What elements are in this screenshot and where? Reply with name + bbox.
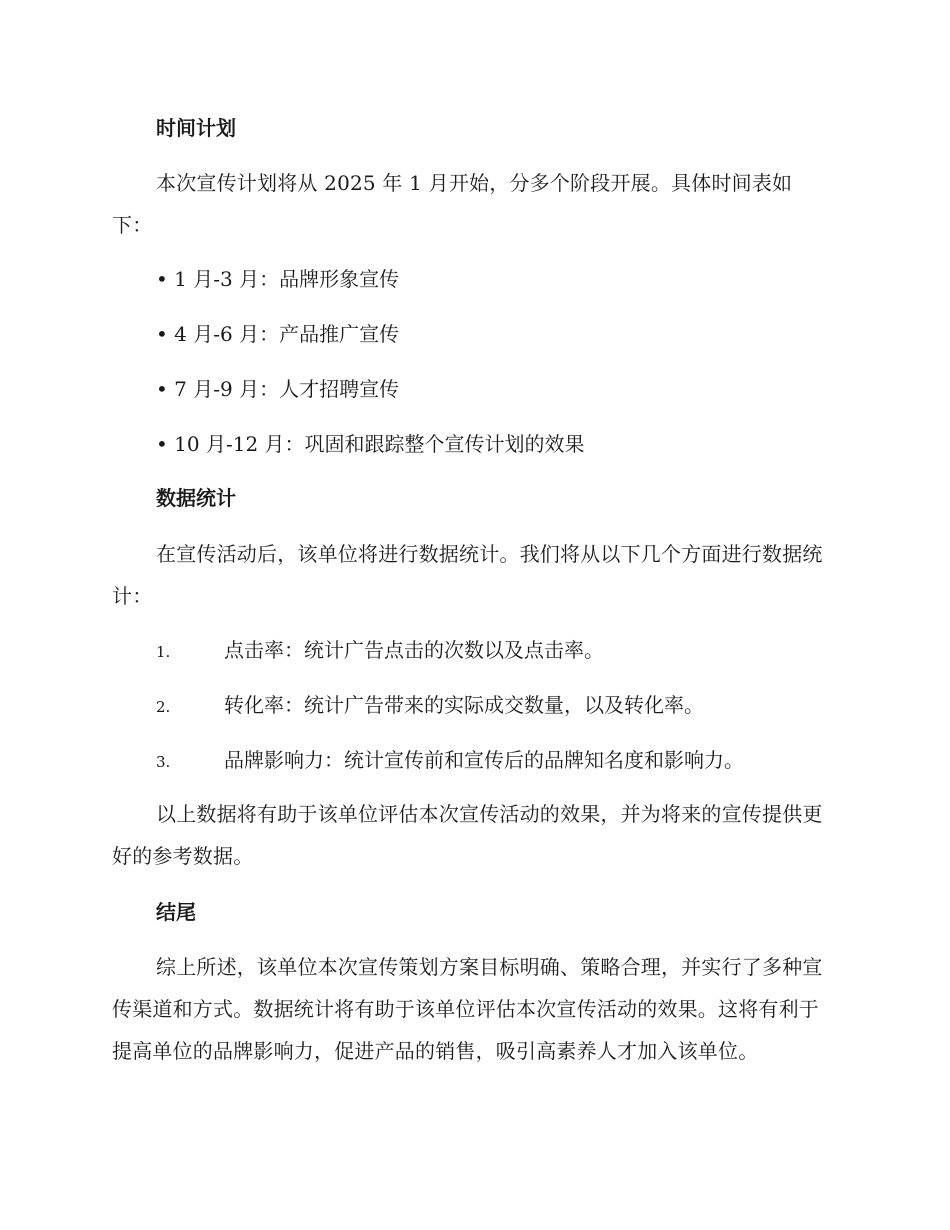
schedule-intro: 本次宣传计划将从 2025 年 1 月开始，分多个阶段开展。具体时间表如下： — [112, 171, 793, 237]
statistics-heading: 数据统计 — [156, 486, 236, 510]
schedule-heading: 时间计划 — [156, 116, 236, 140]
statistics-item-number: 3. — [156, 753, 171, 771]
statistics-intro: 在宣传活动后，该单位将进行数据统计。我们将从以下几个方面进行数据统计： — [112, 542, 823, 608]
statistics-item-text: 点击率：统计广告点击的次数以及点击率。 — [224, 638, 604, 662]
statistics-item-text: 品牌影响力：统计宣传前和宣传后的品牌知名度和影响力。 — [224, 748, 744, 772]
schedule-bullet-2: • 4 月-6 月：产品推广宣传 — [156, 322, 400, 346]
schedule-bullet-4: • 10 月-12 月：巩固和跟踪整个宣传计划的效果 — [156, 432, 585, 456]
ending-body: 综上所述，该单位本次宣传策划方案目标明确、策略合理，并实行了多种宣传渠道和方式。数据统计将有助于该单位评估本次宣传活动的效果。这将有利于提高单位的品牌影响力，促进产品的销售，吸引高素养人才加入该单位。 — [112, 955, 823, 1063]
statistics-item-3 — [156, 746, 744, 776]
statistics-item-1 — [156, 636, 604, 666]
schedule-bullet-1: • 1 月-3 月：品牌形象宣传 — [156, 267, 400, 291]
ending-heading: 结尾 — [156, 900, 196, 924]
schedule-bullet-3: • 7 月-9 月：人才招聘宣传 — [156, 377, 400, 401]
statistics-item-2 — [156, 691, 704, 721]
statistics-item-number: 1. — [156, 643, 171, 661]
statistics-item-number: 2. — [156, 698, 171, 716]
statistics-conclusion: 以上数据将有助于该单位评估本次宣传活动的效果，并为将来的宣传提供更好的参考数据。 — [112, 802, 823, 868]
statistics-item-text: 转化率：统计广告带来的实际成交数量，以及转化率。 — [224, 693, 704, 717]
